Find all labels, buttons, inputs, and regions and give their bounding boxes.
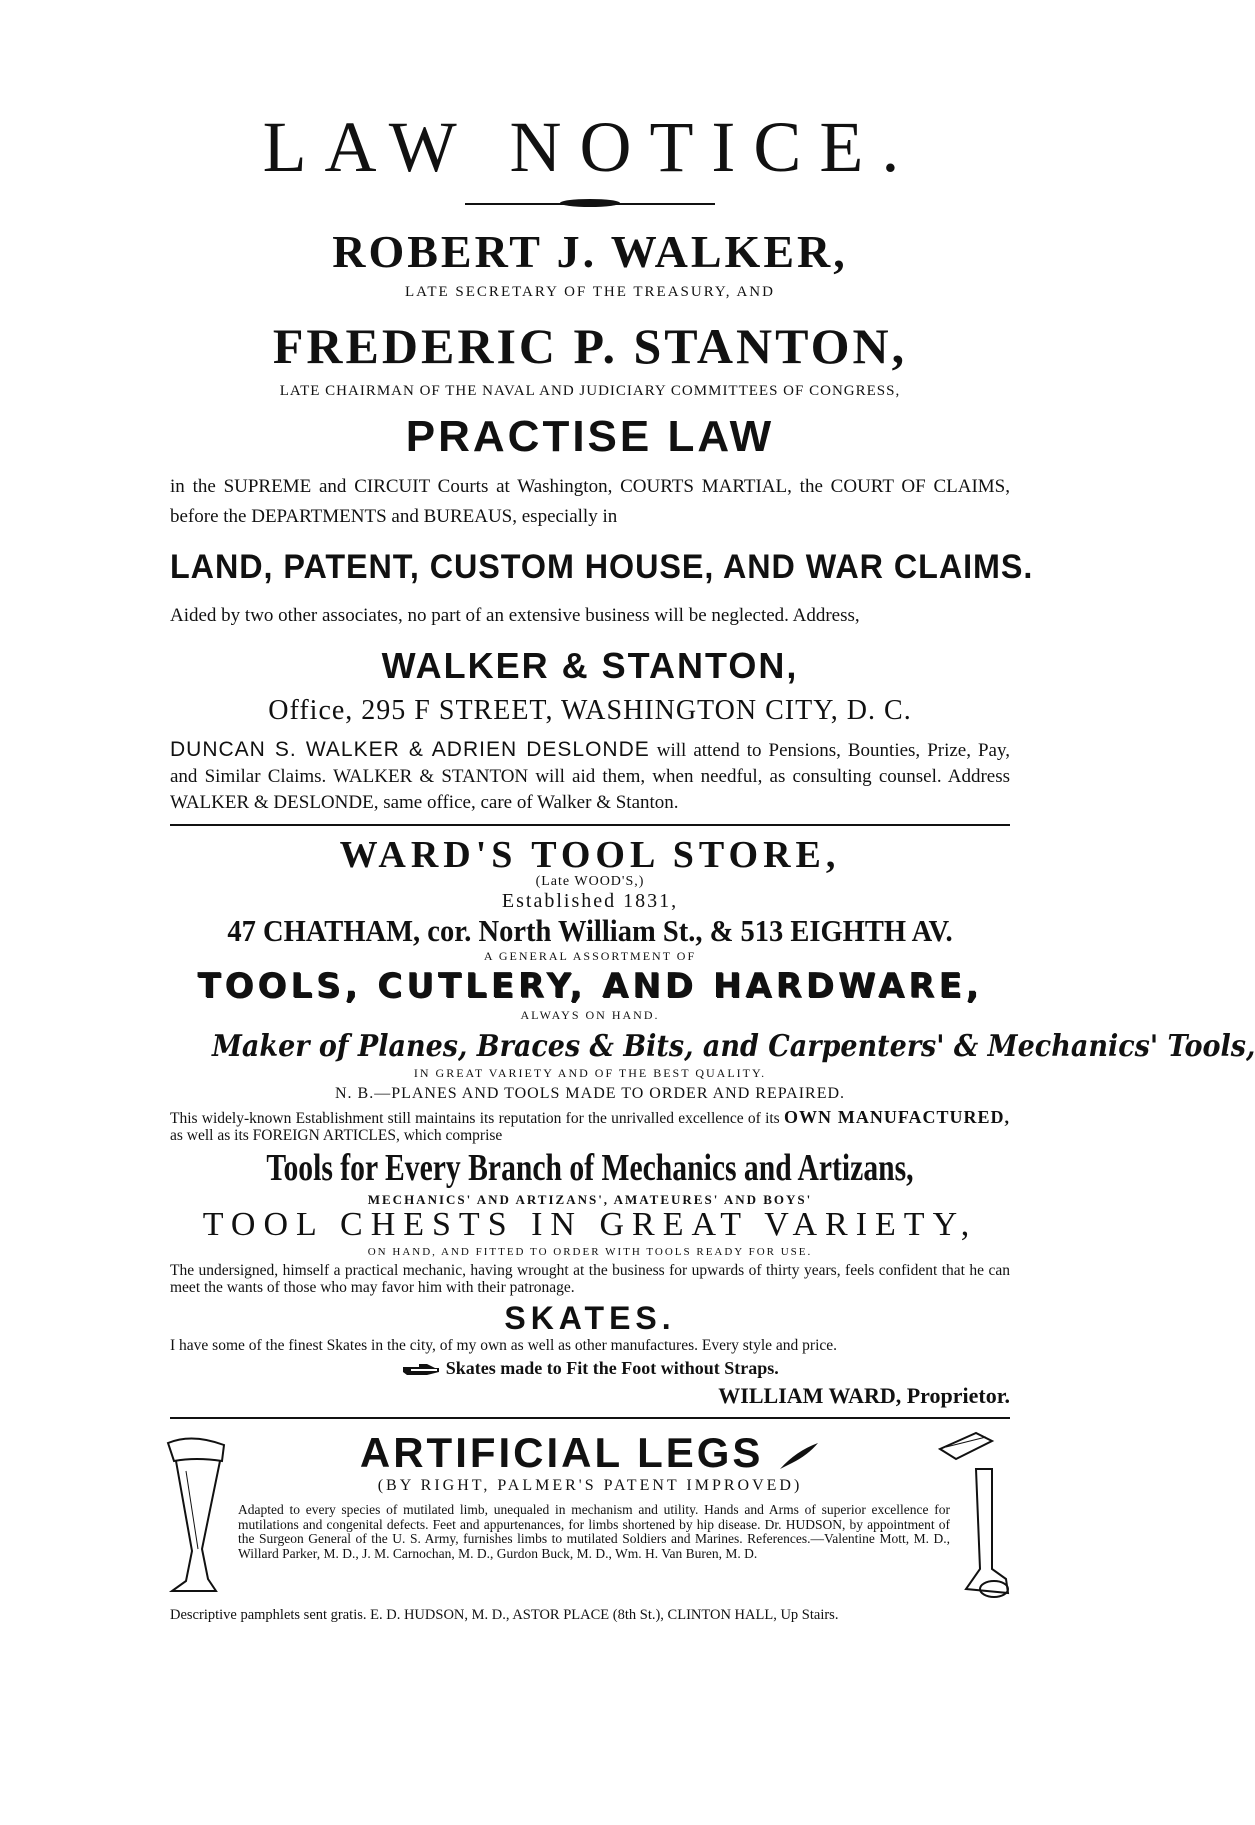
frederic-stanton-name: FREDERIC P. STANTON,: [272, 318, 908, 375]
section-divider-2: [170, 1417, 1010, 1419]
foreign-articles: as well as its FOREIGN ARTICLES, which comprise: [170, 1127, 503, 1145]
establishment-paragraph: [170, 1109, 1010, 1144]
on-hand-line: ON HAND, AND FITTED TO ORDER WITH TOOLS READY FOR USE.: [367, 1246, 813, 1259]
artificial-legs-section: [170, 1429, 1010, 1605]
duncan-paragraph: [170, 737, 1010, 816]
courts-paragraph: in the SUPREME and CIRCUIT Courts at Washington, COURTS MARTIAL, the COURT OF CLAIMS, before the DEPARTMENTS and BUREAUS, especially in: [170, 476, 1010, 528]
every-branch-heading: Tools for Every Branch of Mechanics and Artizans,: [266, 1147, 914, 1190]
pointing-hand-icon: [401, 1362, 441, 1378]
practise-law-heading: PRACTISE LAW: [405, 412, 775, 462]
maker-line: Maker of Planes, Braces & Bits, and Carpenters' & Mechanics' Tools,: [212, 1029, 1255, 1065]
legs-footer: Descriptive pamphlets sent gratis. E. D. HUDSON, M. D., ASTOR PLACE (8th St.), CLINTON HALL, Up Stairs.: [170, 1607, 839, 1624]
straps-text: Skates made to Fit the Foot without Straps.: [445, 1358, 779, 1379]
ornamental-rule: [465, 203, 715, 205]
ward-late: (Late WOOD'S,): [535, 874, 645, 890]
tools-cutlery-hardware: TOOLS, CUTLERY, AND HARDWARE,: [197, 966, 983, 1007]
straps-line: [170, 1358, 1010, 1379]
robert-walker-role: LATE SECRETARY OF THE TREASURY, AND: [405, 284, 775, 301]
section-divider: [170, 824, 1010, 826]
law-notice-section: [170, 107, 1034, 816]
proprietor-line: WILLIAM WARD, Proprietor.: [718, 1383, 1010, 1409]
establishment-text: This widely-known Establishment still maintains its reputation for the unrivalled excellence of its: [170, 1110, 780, 1128]
own-manufactured: OWN MANUFACTURED,: [783, 1107, 1010, 1128]
artificial-legs-title: [170, 1429, 1010, 1477]
legs-title-text: ARTIFICIAL LEGS: [359, 1429, 764, 1477]
firm-name: WALKER & STANTON,: [381, 645, 799, 687]
legs-subtitle: (BY RIGHT, PALMER'S PATENT IMPROVED): [377, 1477, 803, 1495]
office-address: Office, 295 F STREET, WASHINGTON CITY, D. C.: [268, 695, 912, 727]
skates-heading: SKATES.: [504, 1300, 676, 1337]
robert-walker-name: ROBERT J. WALKER,: [332, 226, 848, 278]
ward-assortment: A GENERAL ASSORTMENT OF: [483, 949, 697, 964]
duncan-lead: DUNCAN S. WALKER & ADRIEN DESLONDE: [170, 738, 650, 762]
ward-variety: IN GREAT VARIETY AND OF THE BEST QUALITY.: [413, 1066, 767, 1081]
ward-tool-store-section: [170, 834, 1255, 1409]
artificial-leg-right-illustration: [936, 1429, 1016, 1609]
aided-paragraph: Aided by two other associates, no part of an extensive business will be neglected. Address,: [170, 605, 860, 627]
tool-chests-heading: TOOL CHESTS IN GREAT VARIETY,: [202, 1206, 978, 1244]
legs-body: Adapted to every species of mutilated limb, unequaled in mechanism and utility. Hands and Arms of superior excellence for mutilations and congenital defects. Feet and appurtenances, for limbs shortened by hip disease. Dr. HUDSON, by appointment of the Surgeon General of the U. S. Army, furnishes limbs to mutilated Soldiers and Marines. References.—Valentine Mott, M. D., Willard Parker, M. D., J. M. Carnochan, M. D., Gurdon Buck, M. D., Wm. H. Van Buren, M. D.: [238, 1502, 950, 1561]
ward-address: 47 CHATHAM, cor. North William St., & 513 EIGHTH AV.: [227, 913, 953, 949]
quill-pen-icon: [778, 1441, 820, 1471]
law-notice-title: LAW NOTICE.: [262, 107, 918, 187]
ward-always: ALWAYS ON HAND.: [520, 1008, 660, 1023]
frederic-stanton-role: LATE CHAIRMAN OF THE NAVAL AND JUDICIARY COMMITTEES OF CONGRESS,: [279, 383, 901, 400]
duncan-text: will attend to Pensions, Bounties, Prize, Pay, and Similar Claims. WALKER & STANTON will aid them, when needful, as consulting counsel. Address WALKER & DESLONDE, same office, care of Walker & Stanton.: [170, 740, 1011, 814]
skates-paragraph: I have some of the finest Skates in the city, of my own as well as other manufactures. Every style and price.: [170, 1337, 838, 1355]
ward-nb: N. B.—PLANES AND TOOLS MADE TO ORDER AND REPAIRED.: [334, 1085, 846, 1103]
artificial-leg-left-illustration: [162, 1431, 232, 1601]
claims-heading: LAND, PATENT, CUSTOM HOUSE, AND WAR CLAIMS.: [170, 548, 1034, 587]
ward-established: Established 1831,: [501, 890, 679, 913]
undersigned-paragraph: The undersigned, himself a practical mechanic, having wrought at the business for upwards of thirty years, feels confident that he can meet the wants of those who may favor him with their patronage.: [170, 1262, 1010, 1297]
ward-title: WARD'S TOOL STORE,: [339, 834, 841, 877]
mechanics-line: MECHANICS' AND ARTIZANS', AMATEURES' AND BOYS': [367, 1192, 813, 1208]
